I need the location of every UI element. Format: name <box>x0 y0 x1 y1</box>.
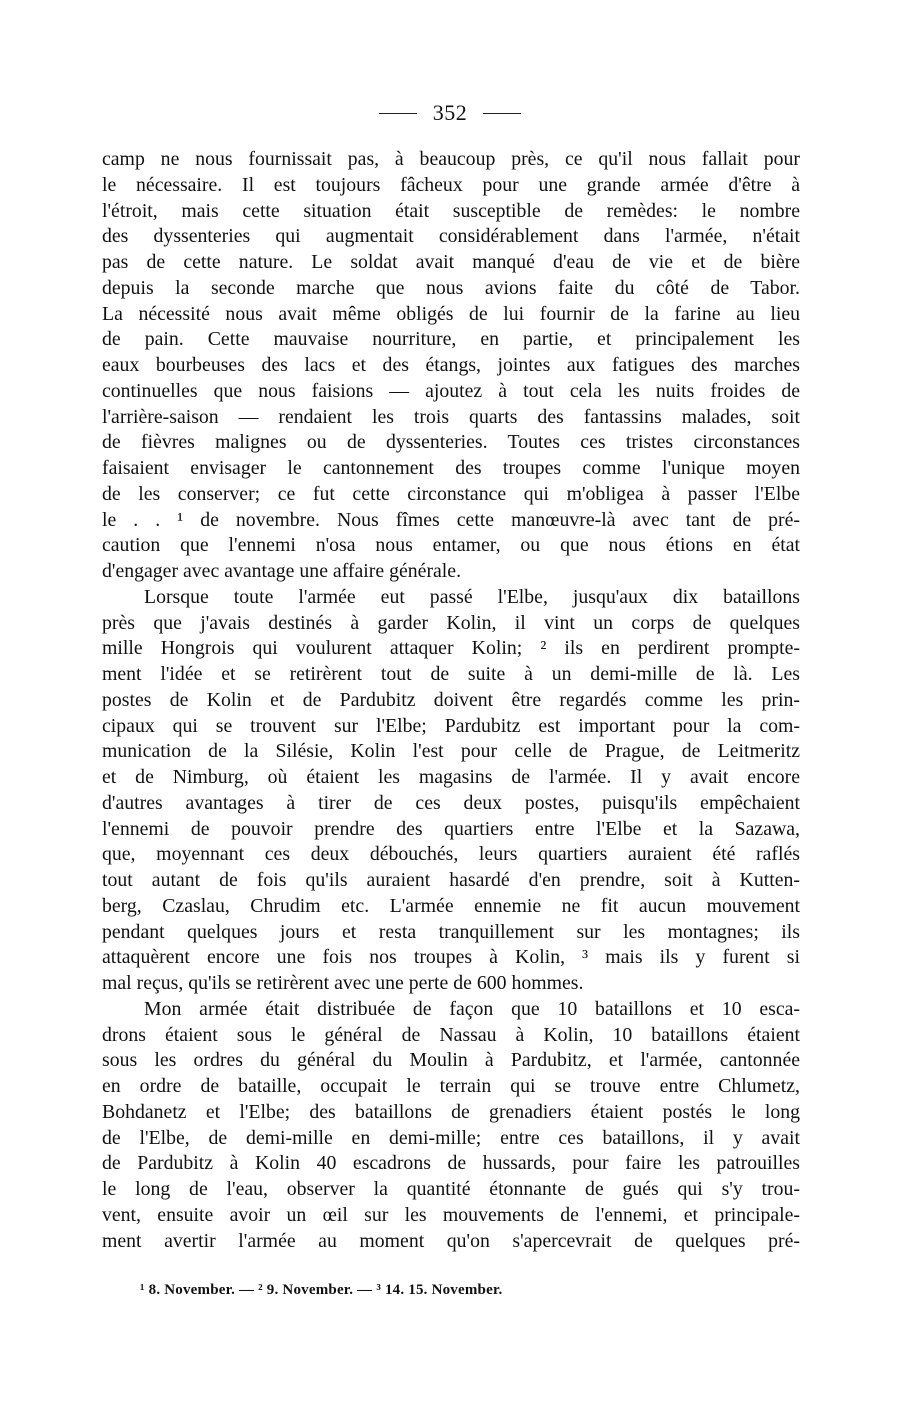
text-line: cipaux qui se trouvent sur l'Elbe; Pardubitz est important pour la com- <box>102 714 800 737</box>
header-rule-left <box>379 113 417 114</box>
text-line: près que j'avais destinés à garder Kolin, il vint un corps de quelques <box>102 611 800 634</box>
text-line: mal reçus, qu'ils se retirèrent avec une perte de 600 hommes. <box>102 972 584 994</box>
text-line: en ordre de bataille, occupait le terrain qui se trouve entre Chlumetz, <box>102 1075 800 1097</box>
footnotes: ¹ 8. November. — ² 9. November. — ³ 14. 15. November. <box>140 1282 503 1298</box>
text-line: d'engager avec avantage une affaire générale. <box>102 560 462 582</box>
text-line: d'autres avantages à tirer de ces deux postes, puisqu'ils empêchaient <box>102 791 800 814</box>
text-line: de les conserver; ce fut cette circonstance qui m'obligea à passer l'Elbe <box>102 482 800 505</box>
text-line: tout autant de fois qu'ils auraient hasardé d'en prendre, soit à Kutten- <box>102 869 800 891</box>
text-line: l'ennemi de pouvoir prendre des quartiers entre l'Elbe et la Sazawa, <box>102 817 800 840</box>
text-line: caution que l'ennemi n'osa nous entamer, ou que nous étions en état <box>102 534 800 557</box>
text-line: depuis la seconde marche que nous avions faite du côté de Tabor. <box>102 276 800 299</box>
text-line: attaquèrent encore une fois nos troupes à Kolin, ³ mais ils y furent si <box>102 946 800 969</box>
text-line: de pain. Cette mauvaise nourriture, en partie, et principalement les <box>102 328 800 351</box>
text-line: Bohdanetz et l'Elbe; des bataillons de grenadiers étaient postés le long <box>102 1100 800 1123</box>
text-line: de fièvres malignes ou de dyssenteries. Toutes ces tristes circonstances <box>102 431 800 454</box>
text-line: de Pardubitz à Kolin 40 escadrons de hussards, pour faire les patrouilles <box>102 1152 800 1175</box>
text-line: faisaient envisager le cantonnement des troupes comme l'unique moyen <box>102 457 800 479</box>
text-line: vent, ensuite avoir un œil sur les mouvements de l'ennemi, et principale- <box>102 1203 800 1226</box>
text-line: sous les ordres du général du Moulin à Pardubitz, et l'armée, cantonnée <box>102 1049 800 1072</box>
text-line: que, moyennant ces deux débouchés, leurs quartiers auraient été raflés <box>102 843 800 866</box>
text-line: mille Hongrois qui voulurent attaquer Kolin; ² ils en perdirent prompte- <box>102 637 800 660</box>
text-line: de l'Elbe, de demi-mille en demi-mille; entre ces bataillons, il y avait <box>102 1126 800 1149</box>
text-line: continuelles que nous faisions — ajoutez à tout cela les nuits froides de <box>102 379 800 402</box>
text-line: pendant quelques jours et resta tranquillement sur les montagnes; ils <box>102 920 800 943</box>
text-line: postes de Kolin et de Pardubitz doivent être regardés comme les prin- <box>102 688 800 711</box>
page-number: 352 <box>432 100 468 125</box>
text-line: La nécessité nous avait même obligés de lui fournir de la farine au lieu <box>102 302 800 325</box>
page-header <box>0 100 900 126</box>
text-line: munication de la Silésie, Kolin l'est pour celle de Prague, de Leitmeritz <box>102 740 800 763</box>
text-line: drons étaient sous le général de Nassau à Kolin, 10 bataillons étaient <box>102 1023 800 1046</box>
header-rule-right <box>483 113 521 114</box>
text-line: Lorsque toute l'armée eut passé l'Elbe, jusqu'aux dix bataillons <box>144 585 800 608</box>
text-line: et de Nimburg, où étaient les magasins de l'armée. Il y avait encore <box>102 766 800 788</box>
text-line: des dyssenteries qui augmentait considérablement dans l'armée, n'était <box>102 225 800 248</box>
text-line: le . . ¹ de novembre. Nous fîmes cette manœuvre-là avec tant de pré- <box>102 508 800 531</box>
text-line: l'étroit, mais cette situation était susceptible de remèdes: le nombre <box>102 199 800 222</box>
text-line: le long de l'eau, observer la quantité étonnante de gués qui s'y trou- <box>102 1178 800 1200</box>
text-line: berg, Czaslau, Chrudim etc. L'armée ennemie ne fit aucun mouvement <box>102 894 800 917</box>
text-line: eaux bourbeuses des lacs et des étangs, jointes aux fatigues des marches <box>102 354 800 376</box>
text-line: le nécessaire. Il est toujours fâcheux pour une grande armée d'être à <box>102 173 800 196</box>
text-line: camp ne nous fournissait pas, à beaucoup près, ce qu'il nous fallait pour <box>102 148 800 170</box>
text-line: ment avertir l'armée au moment qu'on s'apercevrait de quelques pré- <box>102 1229 800 1252</box>
text-line: l'arrière-saison — rendaient les trois quarts des fantassins malades, soit <box>102 405 800 428</box>
text-line: pas de cette nature. Le soldat avait manqué d'eau de vie et de bière <box>102 251 800 273</box>
body-text <box>102 147 800 1254</box>
text-line: ment l'idée et se retirèrent tout de suite à un demi-mille de là. Les <box>102 663 800 685</box>
text-line: Mon armée était distribuée de façon que 10 bataillons et 10 esca- <box>144 997 800 1020</box>
